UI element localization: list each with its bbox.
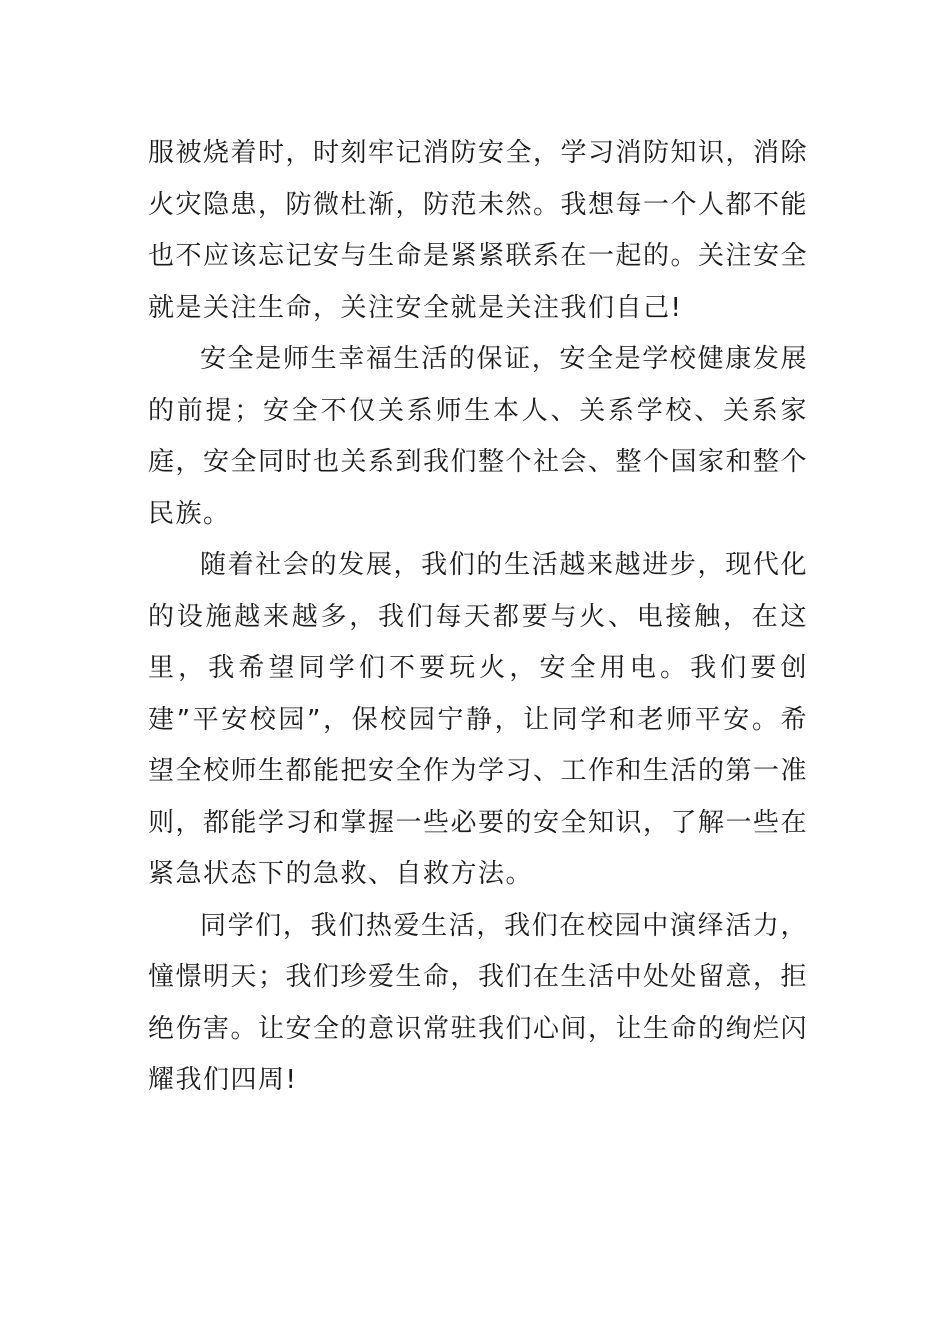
paragraph-safety-guarantee: 安全是师生幸福生活的保证，安全是学校健康发展的前提；安全不仅关系师生本人、关系学校、关系家庭，安全同时也关系到我们整个社会、整个国家和整个民族。 bbox=[148, 344, 809, 529]
document-body bbox=[148, 128, 808, 1107]
paragraph-continued: 服被烧着时，时刻牢记消防安全，学习消防知识，消除火灾隐患，防微杜渐，防范未然。我想每一个人都不能也不应该忘记安与生命是紧紧联系在一起的。关注安全就是关注生命，关注安全就是关注我们自己! bbox=[148, 138, 809, 323]
paragraph-closing: 同学们，我们热爱生活，我们在校园中演绎活力，憧憬明天；我们珍爱生命，我们在生活中处处留意，拒绝伤害。让安全的意识常驻我们心间，让生命的绚烂闪耀我们四周! bbox=[148, 910, 809, 1095]
paragraph-social-development: 随着社会的发展，我们的生活越来越进步，现代化的设施越来越多，我们每天都要与火、电接触，在这里，我希望同学们不要玩火，安全用电。我们要创建”平安校园”，保校园宁静，让同学和老师平安。希望全校师生都能把安全作为学习、工作和生活的第一准则，都能学习和掌握一些必要的安全知识，了解一些在紧急状态下的急救、自救方法。 bbox=[148, 550, 809, 889]
